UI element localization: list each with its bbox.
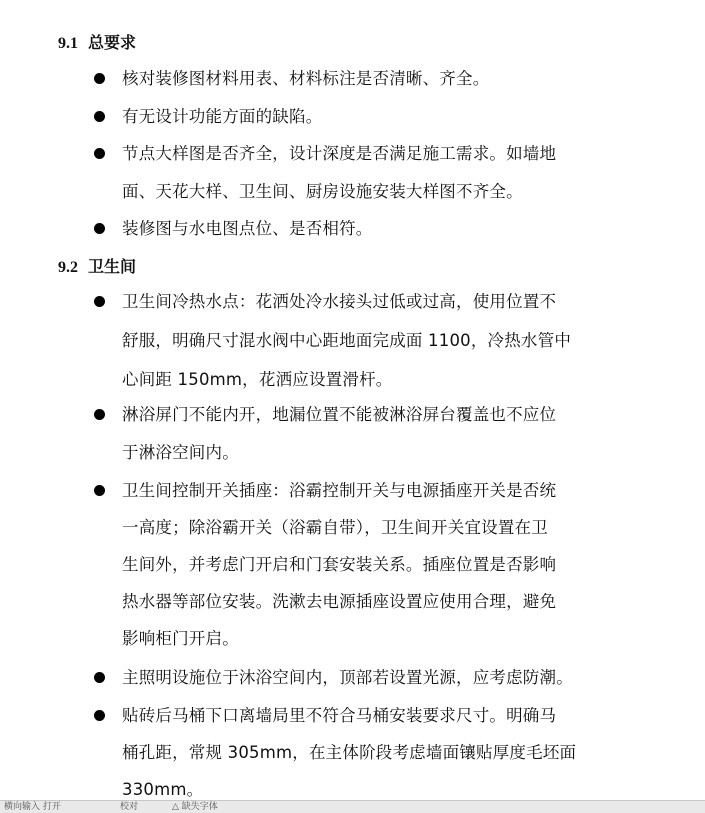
list-item-text: 贴砖后马桶下口离墙局里不符合马桶安装要求尺寸。明确马 <box>122 706 557 725</box>
list-item-text: 卫生间冷热水点：花洒处冷水接头过低或过高，使用位置不 <box>122 292 557 311</box>
section-number: 9.1 <box>58 35 78 52</box>
bullet-icon <box>94 485 105 496</box>
status-bar <box>0 800 705 813</box>
list-item-text: 舒服，明确尺寸混水阀中心距地面完成面 1100，冷热水管中 <box>122 331 572 350</box>
section-heading-9-1 <box>58 33 136 54</box>
list-item-text: 热水器等部位安装。洗漱去电源插座设置应使用合理，避免 <box>122 592 557 611</box>
status-missing-font[interactable]: △ 缺失字体 <box>172 802 218 812</box>
bullet-icon <box>94 409 105 420</box>
bullet-icon <box>94 672 105 683</box>
list-item-text: 一高度；除浴霸开关（浴霸自带），卫生间开关宜设置在卫 <box>122 518 548 537</box>
list-item-text: 主照明设施位于沐浴空间内，顶部若设置光源，应考虑防潮。 <box>122 668 573 687</box>
list-item-text: 有无设计功能方面的缺陷。 <box>122 107 323 126</box>
bullet-icon <box>94 296 105 307</box>
list-item-text: 于淋浴空间内。 <box>122 443 239 462</box>
status-input-mode[interactable]: 横向输入 打开 <box>4 802 61 812</box>
list-item-text: 心间距 150mm，花洒应设置滑杆。 <box>122 370 393 389</box>
bullet-icon <box>94 73 105 84</box>
section-number: 9.2 <box>58 259 78 276</box>
list-item-text: 330mm。 <box>122 780 204 799</box>
list-item-text: 影响柜门开启。 <box>122 629 239 648</box>
list-item-text: 生间外，并考虑门开启和门套安装关系。插座位置是否影响 <box>122 555 557 574</box>
bullet-icon <box>94 710 105 721</box>
list-item-text: 面、天花大样、卫生间、厨房设施安装大样图不齐全。 <box>122 182 523 201</box>
section-title: 卫生间 <box>88 257 137 276</box>
list-item-text: 节点大样图是否齐全，设计深度是否满足施工需求。如墙地 <box>122 144 557 163</box>
bullet-icon <box>94 148 105 159</box>
section-heading-9-2 <box>58 257 136 278</box>
bullet-icon <box>94 111 105 122</box>
section-title: 总要求 <box>88 33 137 52</box>
list-item-text: 桶孔距，常规 305mm，在主体阶段考虑墙面镶贴厚度毛坯面 <box>122 743 577 762</box>
status-proofread[interactable]: 校对 <box>120 802 139 812</box>
list-item-text: 装修图与水电图点位、是否相符。 <box>122 219 373 238</box>
bullet-icon <box>94 223 105 234</box>
list-item-text: 淋浴屏门不能内开，地漏位置不能被淋浴屏台覆盖也不应位 <box>122 405 557 424</box>
list-item-text: 核对装修图材料用表、材料标注是否清晰、齐全。 <box>122 69 490 88</box>
list-item-text: 卫生间控制开关插座：浴霸控制开关与电源插座开关是否统 <box>122 481 557 500</box>
